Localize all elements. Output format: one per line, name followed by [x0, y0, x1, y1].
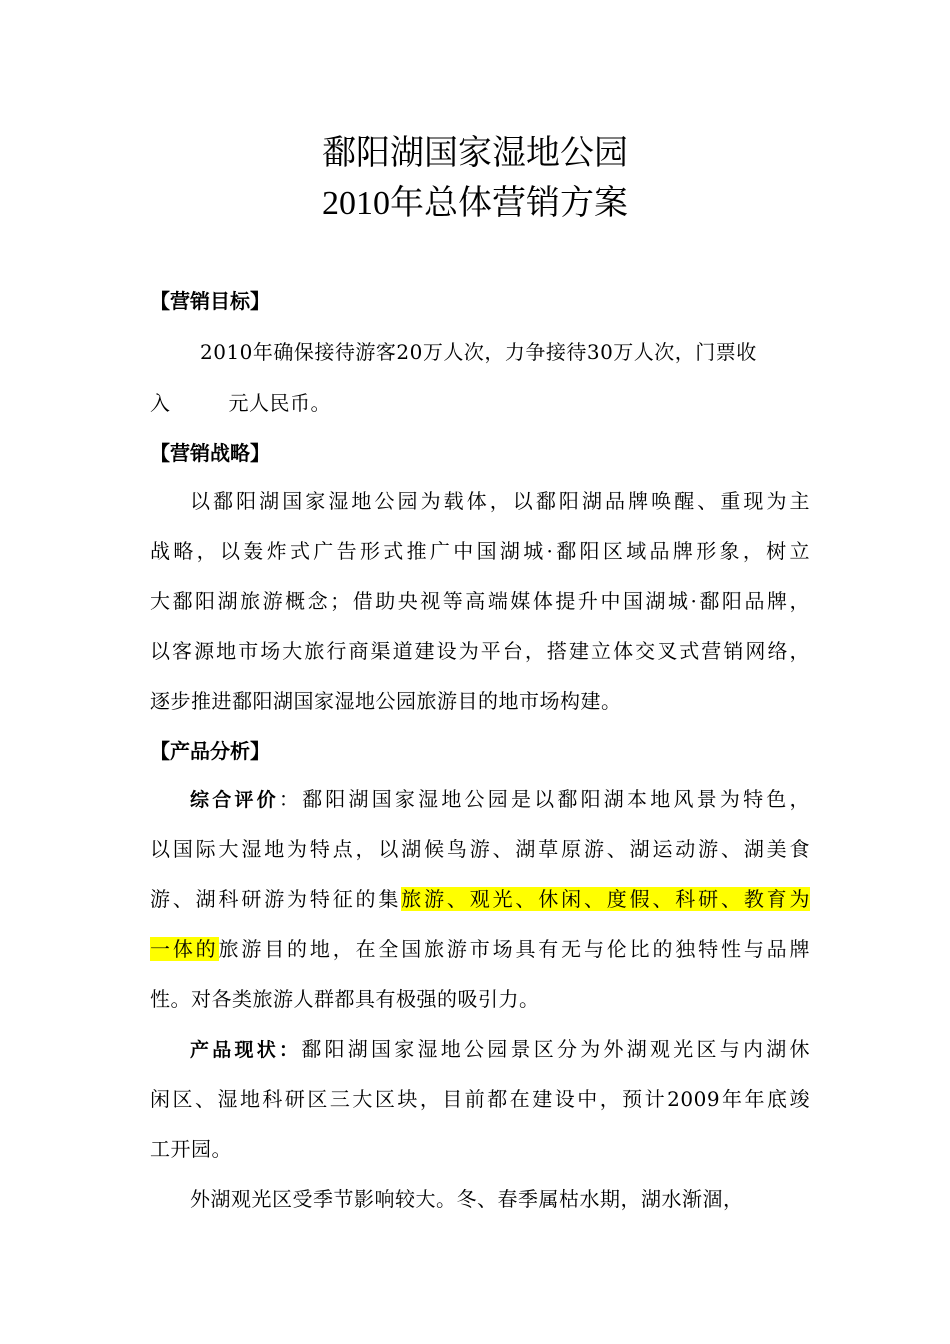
eval-label: 综合评价 — [190, 789, 279, 811]
section-heading-product: 【产品分析】 — [150, 739, 270, 763]
strategy-line-1: 以鄱阳湖国家湿地公园为载体，以鄱阳湖品牌唤醒、重现为主 — [190, 489, 810, 513]
strategy-line-3: 大鄱阳湖旅游概念；借助央视等高端媒体提升中国湖城·鄱阳品牌， — [150, 589, 810, 613]
eval-line-1 — [190, 786, 810, 813]
strategy-line-5: 逐步推进鄱阳湖国家湿地公园旅游目的地市场构建。 — [150, 689, 622, 713]
status-line-1 — [190, 1036, 810, 1063]
status-label: 产品现状： — [190, 1039, 302, 1061]
outer-area-line-1: 外湖观光区受季节影响较大。冬、春季属枯水期，湖水渐涸， — [190, 1187, 744, 1211]
goal-line-1: 2010年确保接待游客20万人次，力争接待30万人次，门票收 — [200, 340, 757, 364]
eval-line-4-highlight: 一体的 — [150, 937, 219, 961]
goal-line-2 — [150, 390, 810, 416]
eval-line-3-highlight: 旅游、观光、休闲、度假、科研、教育为 — [401, 887, 811, 911]
eval-line-4-rest: 旅游目的地，在全国旅游市场具有无与伦比的独特性与品牌 — [218, 937, 811, 961]
document-title-line2: 2010年总体营销方案 — [322, 185, 628, 222]
goal-line-2-a: 入 — [150, 391, 171, 415]
eval-line-2: 以国际大湿地为特点，以湖候鸟游、湖草原游、湖运动游、湖美食 — [150, 837, 810, 861]
eval-line-3-a: 游、湖科研游为特征的集 — [150, 887, 402, 911]
eval-line-1-rest: ：鄱阳湖国家湿地公园是以鄱阳湖本地风景为特色， — [278, 787, 810, 811]
eval-line-5: 性。对各类旅游人群都具有极强的吸引力。 — [150, 987, 540, 1011]
goal-line-2-b: 元人民币。 — [228, 391, 331, 415]
status-line-3: 工开园。 — [150, 1137, 232, 1161]
eval-line-4 — [150, 936, 810, 962]
strategy-line-4: 以客源地市场大旅行商渠道建设为平台，搭建立体交叉式营销网络， — [150, 639, 810, 663]
status-line-2: 闲区、湿地科研区三大区块，目前都在建设中，预计2009年年底竣 — [150, 1087, 810, 1111]
eval-line-3 — [150, 886, 810, 912]
document-title-line1: 鄱阳湖国家湿地公园 — [322, 135, 628, 172]
section-heading-strategy: 【营销战略】 — [150, 441, 270, 465]
status-line-1-rest: 鄱阳湖国家湿地公园景区分为外湖观光区与内湖休 — [301, 1037, 810, 1061]
strategy-line-2: 战略，以轰炸式广告形式推广中国湖城·鄱阳区域品牌形象，树立 — [150, 539, 810, 563]
section-heading-goal: 【营销目标】 — [150, 289, 270, 313]
